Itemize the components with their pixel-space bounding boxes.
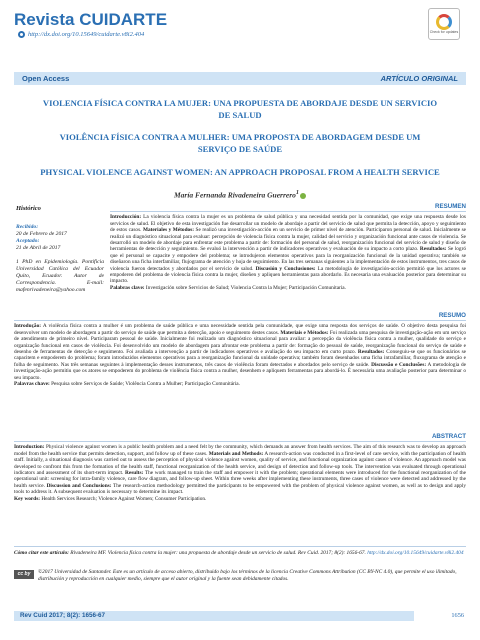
badge-label: Check for updates [429,29,459,34]
resumen-section [110,204,466,291]
author-affiliation: 1 PhD en Epidemiología. Pontificia Universidad Católica del Ecuador Quito, Ecuador. Autor de Correspondencia. E-mail: mafenrivadeneira@yahoo.com [16,259,104,293]
accepted-label: Aceptado: [16,238,40,244]
citation-box [14,546,466,557]
abstract-section [14,434,466,502]
author-name: María Fernanda Rivadeneira Guerrero [173,190,296,200]
article-history [16,205,104,294]
abstract-keywords: Key words: Health Services Research; Violence Against Women; Consumer Participation. [14,495,207,502]
resumo-keywords: Palavras chave: Pesquisa sobre Serviços de Saúde; Violência Contra a Mulher; Participação Comunitária. [14,381,240,388]
citation-text: Rivadeneira MF. Violencia física contra la mujer: una propuesta de abordaje desde un servicio de salud. Rev Cuid. 2017; 8(2): 1656-67. [68,550,368,556]
creative-commons-icon: cc by [14,570,34,579]
received-label: Recibido: [16,224,39,230]
resumo-section [14,313,466,387]
title-english: PHYSICAL VIOLENCE AGAINST WOMEN: AN APPROACH PROPOSAL FROM A HEALTH SERVICE [40,167,440,177]
article-type-label: ARTÍCULO ORIGINAL [380,74,458,83]
license-block [14,569,466,582]
title-spanish: VIOLENCIA FÍSICA CONTRA LA MUJER: UNA PROPUESTA DE ABORDAJE DESDE UN SERVICIO DE SALUD [42,98,438,120]
resumen-body: Introducción: La violencia física contra la mujer es un problema de salud pública y una necesidad sentida por la comunidad, que exige una respuesta desde los servicios de salud. El objetivo de esta investigación fue desarrollar un modelo de abordaje a partir del servicio de salud que permita la detección, apoyo y seguimiento de estos casos. Materiales y Métodos: Se realizó una investigación-acción en un servicio de primer nivel de atención. Participaron personal de salud. Inicialmente se realizó un diagnóstico situacional para evaluar: percepción de violencia física contra la mujer, calidad del servicio y organización funcional ante casos de violencia. Se desarrolló un modelo de abordaje para enfrentar este problema a partir de: formación del personal de salud, reorganización funcional del servicio de salud y diseño de herramientas de detección y seguimiento. Se evaluó la intervención a partir de indicadores operativos y evaluación de su impacto a corto plazo. Resultados: Se logró que el personal se capacite y empodere del problema; se introdujeron elementos operativos para la reorganización funcional de la unidad operativa; también se diseñaron una ficha interfamiliar, flujograma de atención y hoja de seguimiento. En las tres semanas siguientes a la implementación de estos instrumentos, tres casos de violencia fueron detectados y abordados por el servicio de salud. Discusión y Conclusiones: La metodología de investigación-acción permitió que los actores se empoderen del problema de violencia física contra la mujer, diseñen y apliquen herramientas para abordarlo. Es necesaria una evaluación posterior para determinar su impacto. [110,214,466,285]
citation-doi-link[interactable]: http://dx.doi.org/10.15649/cuidarte.v8i2.404 [367,550,464,556]
author-line [0,189,480,200]
crossmark-icon [436,14,452,30]
article-banner [14,72,466,85]
author-sup: 1 [295,189,299,196]
orcid-icon[interactable] [300,193,306,199]
abstract-heading: ABSTRACT [14,434,466,442]
abstract-body: Introduction: Physical violence against women is a public health problem and a need felt by the community, which demands an answer from health services. The aim of this research was to develop an approach model from the health service that permits detection, support, and follow up of these cases. Materials and Methods: A research-action was conducted in a first-level of care service, with the participation of health staff. Initially, a situational diagnosis was carried out to assess the perception of physical violence against women, quality of service, and functional organization against cases of violence. An approach model was developed to confront this from the formation of the health staff, functional reorganization of the health service, and design of detection and follow-up tools. The intervention was evaluated through operational indicators and assessment of its short-term impact. Results: The work managed to train the staff and empower it with the problem; operational elements were introduced for the functional reorganization of the operational unit: screening for intra-family violence, care flow diagram, and follow-up sheet. Within three weeks after implementing these instruments, three cases of violence were detected and addressed by the health service. Discussion and Conclusions: The research-action methodology permitted the participants to be empowered with the problem of physical violence against women, as well as to design and apply tools to address it. A subsequent evaluation is necessary to determine its impact. [14,444,467,496]
license-text: ©2017 Universidad de Santander. Este es un artículo de acceso abierto, distribuido bajo los términos de la licencia Creative Commons Attribution (CC BY-NC 4.0), que permite el uso ilimitado, distribución y reproducción en cualquier medio, siempre que el autor original y la fuente sean debidamente citados. [38,569,457,582]
check-for-updates-badge[interactable] [428,8,460,40]
doi-link[interactable] [18,31,144,38]
journal-title: Revista CUIDARTE [14,10,168,29]
doi-text: http://dx.doi.org/10.15649/cuidarte.v8i2.404 [28,31,145,38]
resumen-heading: RESUMEN [110,204,466,212]
title-portuguese: VIOLÊNCIA FÍSICA CONTRA A MULHER: UMA PROPOSTA DE ABORDAGEM DESDE UM SERVIÇO DE SAÚDE [59,132,421,154]
page-number: 1656 [451,612,464,619]
footer-reference: Rev Cuid 2017; 8(2): 1656-67 [14,611,414,621]
link-icon [18,31,25,38]
history-heading: Histórico [16,205,41,212]
accepted-date: 21 de Abril de 2017 [16,245,61,251]
received-date: 20 de Febrero de 2017 [16,231,67,237]
resumo-body: Introdução: A violência física contra a mulher é um problema de saúde pública e uma necessidade sentida pela comunidade, que exige uma resposta dos serviços de saúde. O objetivo desta pesquisa foi desenvolver um modelo de abordagem a partir do serviço de saúde que permita a detecção, apoio e seguimento destes casos. Materiais e Métodos: Foi realizada uma pesquisa de investigação-ação em um serviço de atendimento de primeiro nível. Participaram pessoal de saúde. Inicialmente foi realizado um diagnóstico situacional para avaliar: a percepção da violência física contra a mulher, qualidade do serviço e organização funcional em casos de violência. Foi desenvolvido um modelo de abordagem para afrontar este problema a partir de: formação do pessoal de saúde, reorganização funcional do serviço de saúde e desenho de ferramentas de detecção e seguimento. Foi avaliada a intervenção a partir de indicadores operativos e avaliação do seu impacto em curto prazo. Resultados: Conseguiu-se que os funcionários se capacitem e empoderem do problema; foram introduzidos elementos operativos para a reorganização funcional da unidade operativa; também foram desenhados uma ficha intrafamiliar, fluxograma de atenção e folha de seguimento. Nas três semanas seguintes à implementação desses instrumentos, três casos de violência foram detectados e abordados pelo serviço de saúde. Discussão e Conclusões: A metodologia de investigação-ação permitiu que os atores se empoderem do problema de violência física contra a mulher, desenhem e apliquem ferramentas para abordá-lo. É necessária uma avaliação posterior para determinar o seu impacto. [14,323,466,381]
resumo-heading: RESUMO [14,313,466,321]
open-access-label: Open Access [22,74,70,83]
resumen-keywords: Palabras clave: Investigación sobre Servicios de Salud; Violencia Contra la Mujer; Participación Comunitaria. [110,284,346,291]
citation-label: Cómo citar este artículo: [14,550,69,556]
